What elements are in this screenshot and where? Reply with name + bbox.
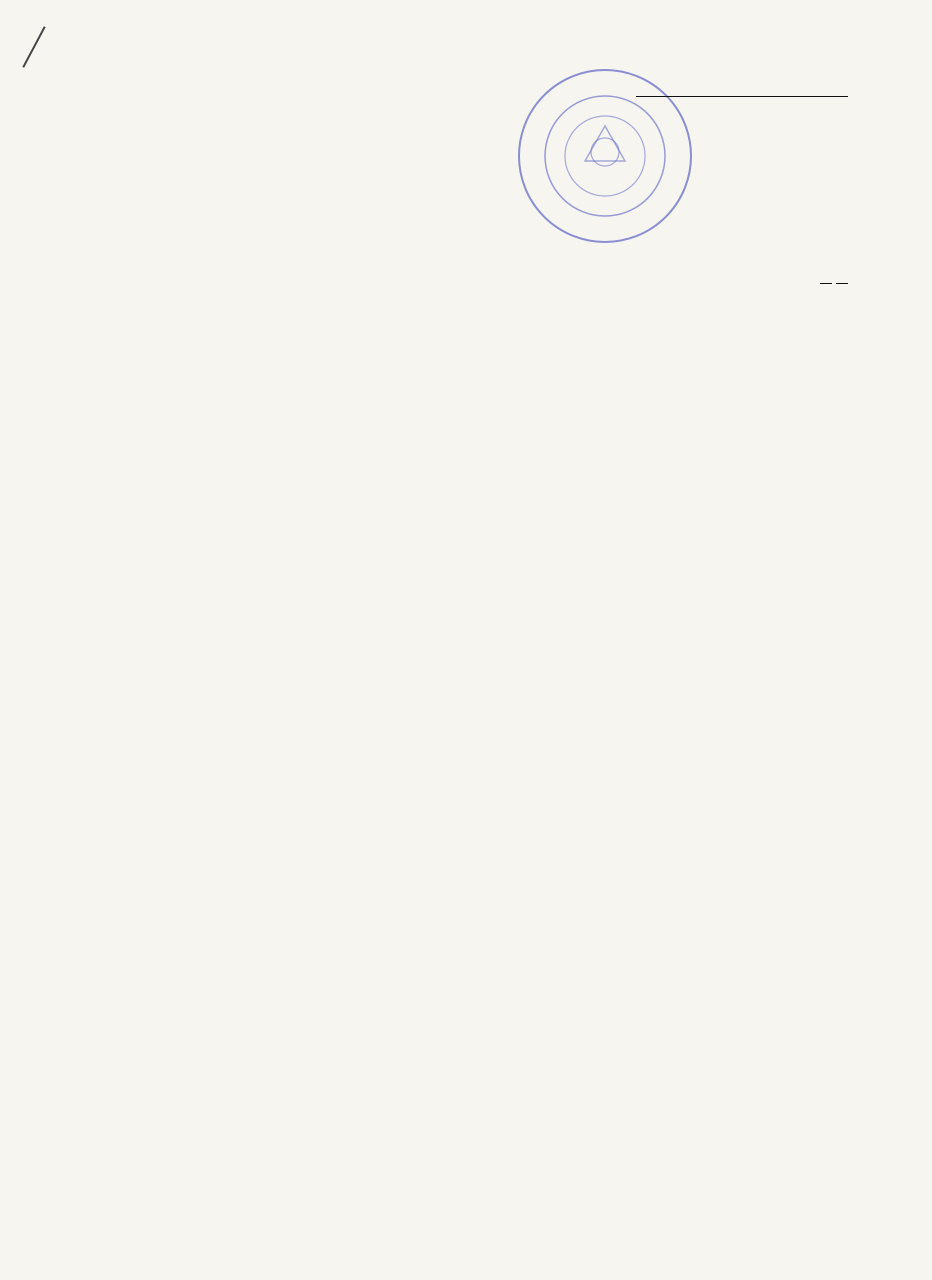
corner-mark bbox=[22, 26, 45, 68]
intro-paragraph bbox=[118, 318, 836, 339]
signature-line bbox=[636, 80, 848, 97]
approval-block bbox=[636, 80, 854, 103]
doc-date bbox=[820, 268, 849, 289]
